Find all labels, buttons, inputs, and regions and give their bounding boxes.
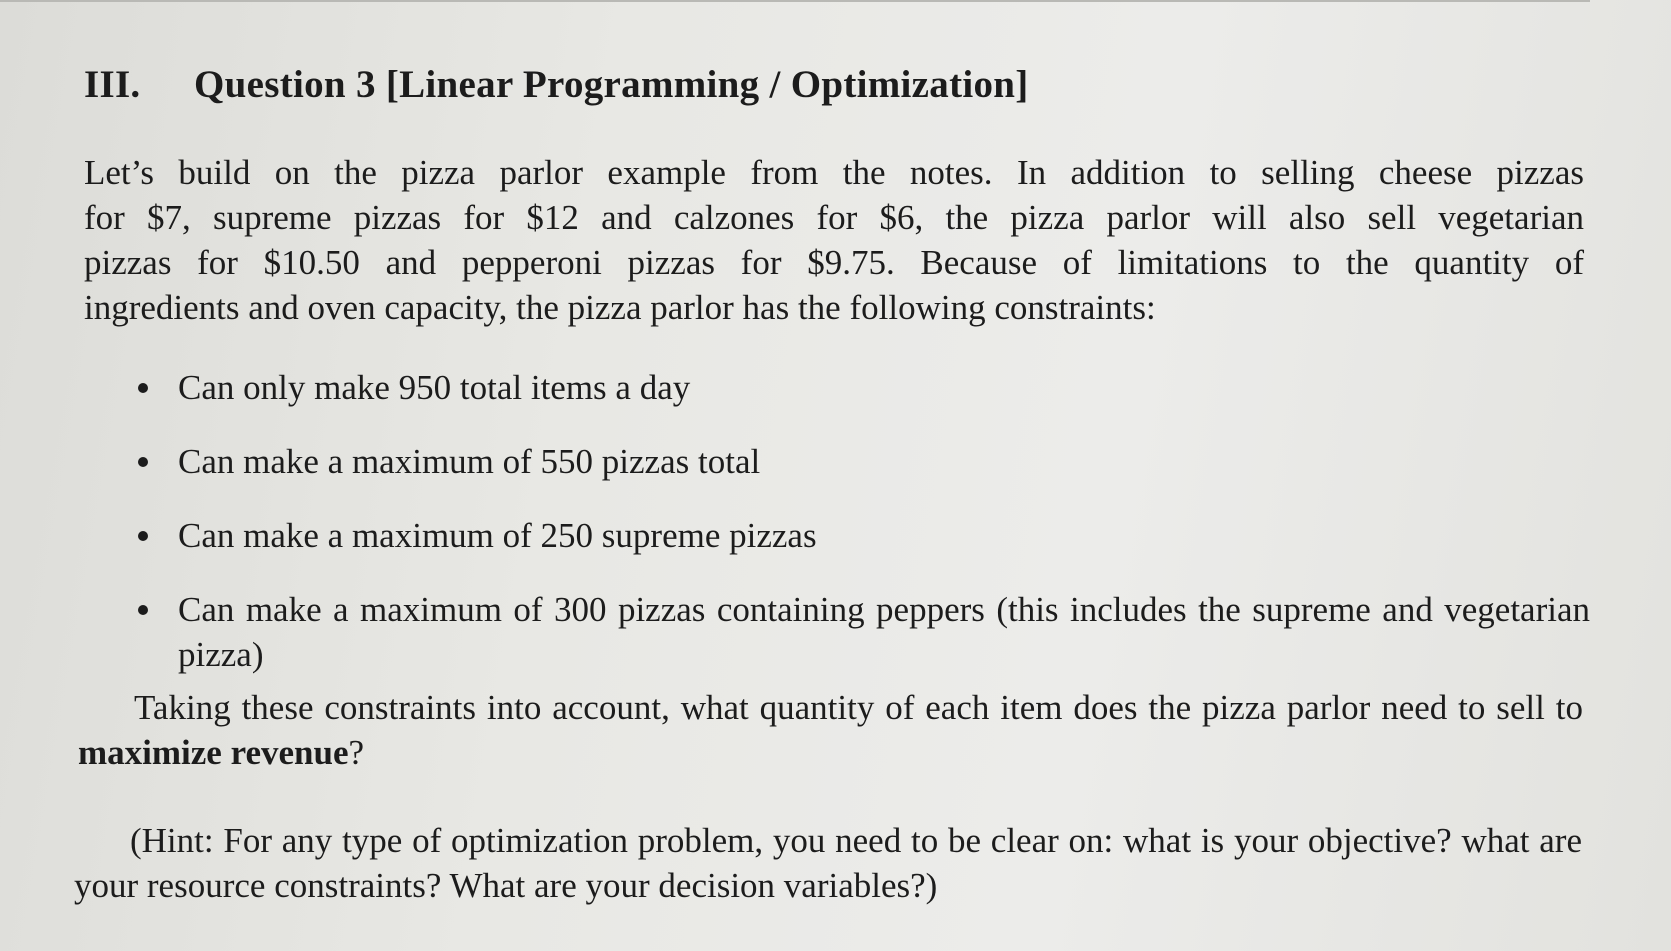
bullet-icon — [138, 383, 148, 393]
constraint-text: Can make a maximum of 250 supreme pizzas — [178, 516, 817, 555]
constraint-item — [130, 587, 1590, 677]
constraint-text: Can make a maximum of 300 pizzas containing peppers (this includes the supreme and vegetarian pizza) — [178, 590, 1590, 674]
constraint-item — [130, 439, 1590, 484]
intro-line: ingredients and oven capacity, the pizza parlor has the following constraints: — [84, 288, 1156, 327]
question-end: ? — [348, 733, 365, 772]
question-title: Question 3 [Linear Programming / Optimization] — [194, 63, 1029, 106]
hint-text: (Hint: For any type of optimization problem, you need to be clear on: what is your objective? what are your resource constraints? What are your decision variables?) — [74, 821, 1582, 905]
intro-line: for $7, supreme pizzas for $12 and calzones for $6, the pizza parlor will also sell vegetarian — [84, 198, 1584, 237]
question-text: Taking these constraints into account, what quantity of each item does the pizza parlor need to sell to — [134, 688, 1583, 727]
bullet-icon — [138, 531, 148, 541]
hint-paragraph — [74, 818, 1582, 908]
question-emphasis: maximize revenue — [78, 733, 349, 772]
constraint-list — [130, 365, 1590, 706]
constraint-item — [130, 513, 1590, 558]
bullet-icon — [138, 605, 148, 615]
constraint-text: Can make a maximum of 550 pizzas total — [178, 442, 761, 481]
question-heading — [84, 62, 1029, 107]
intro-paragraph — [84, 150, 1584, 330]
intro-line: pizzas for $10.50 and pepperoni pizzas for $9.75. Because of limitations to the quantity of — [84, 243, 1584, 282]
section-number: III. — [84, 63, 141, 106]
constraint-item — [130, 365, 1590, 410]
question-paragraph — [78, 685, 1583, 775]
top-rule — [0, 0, 1590, 2]
intro-line: Let’s build on the pizza parlor example from the notes. In addition to selling cheese pizzas — [84, 153, 1584, 192]
bullet-icon — [138, 457, 148, 467]
constraint-text: Can only make 950 total items a day — [178, 368, 691, 407]
